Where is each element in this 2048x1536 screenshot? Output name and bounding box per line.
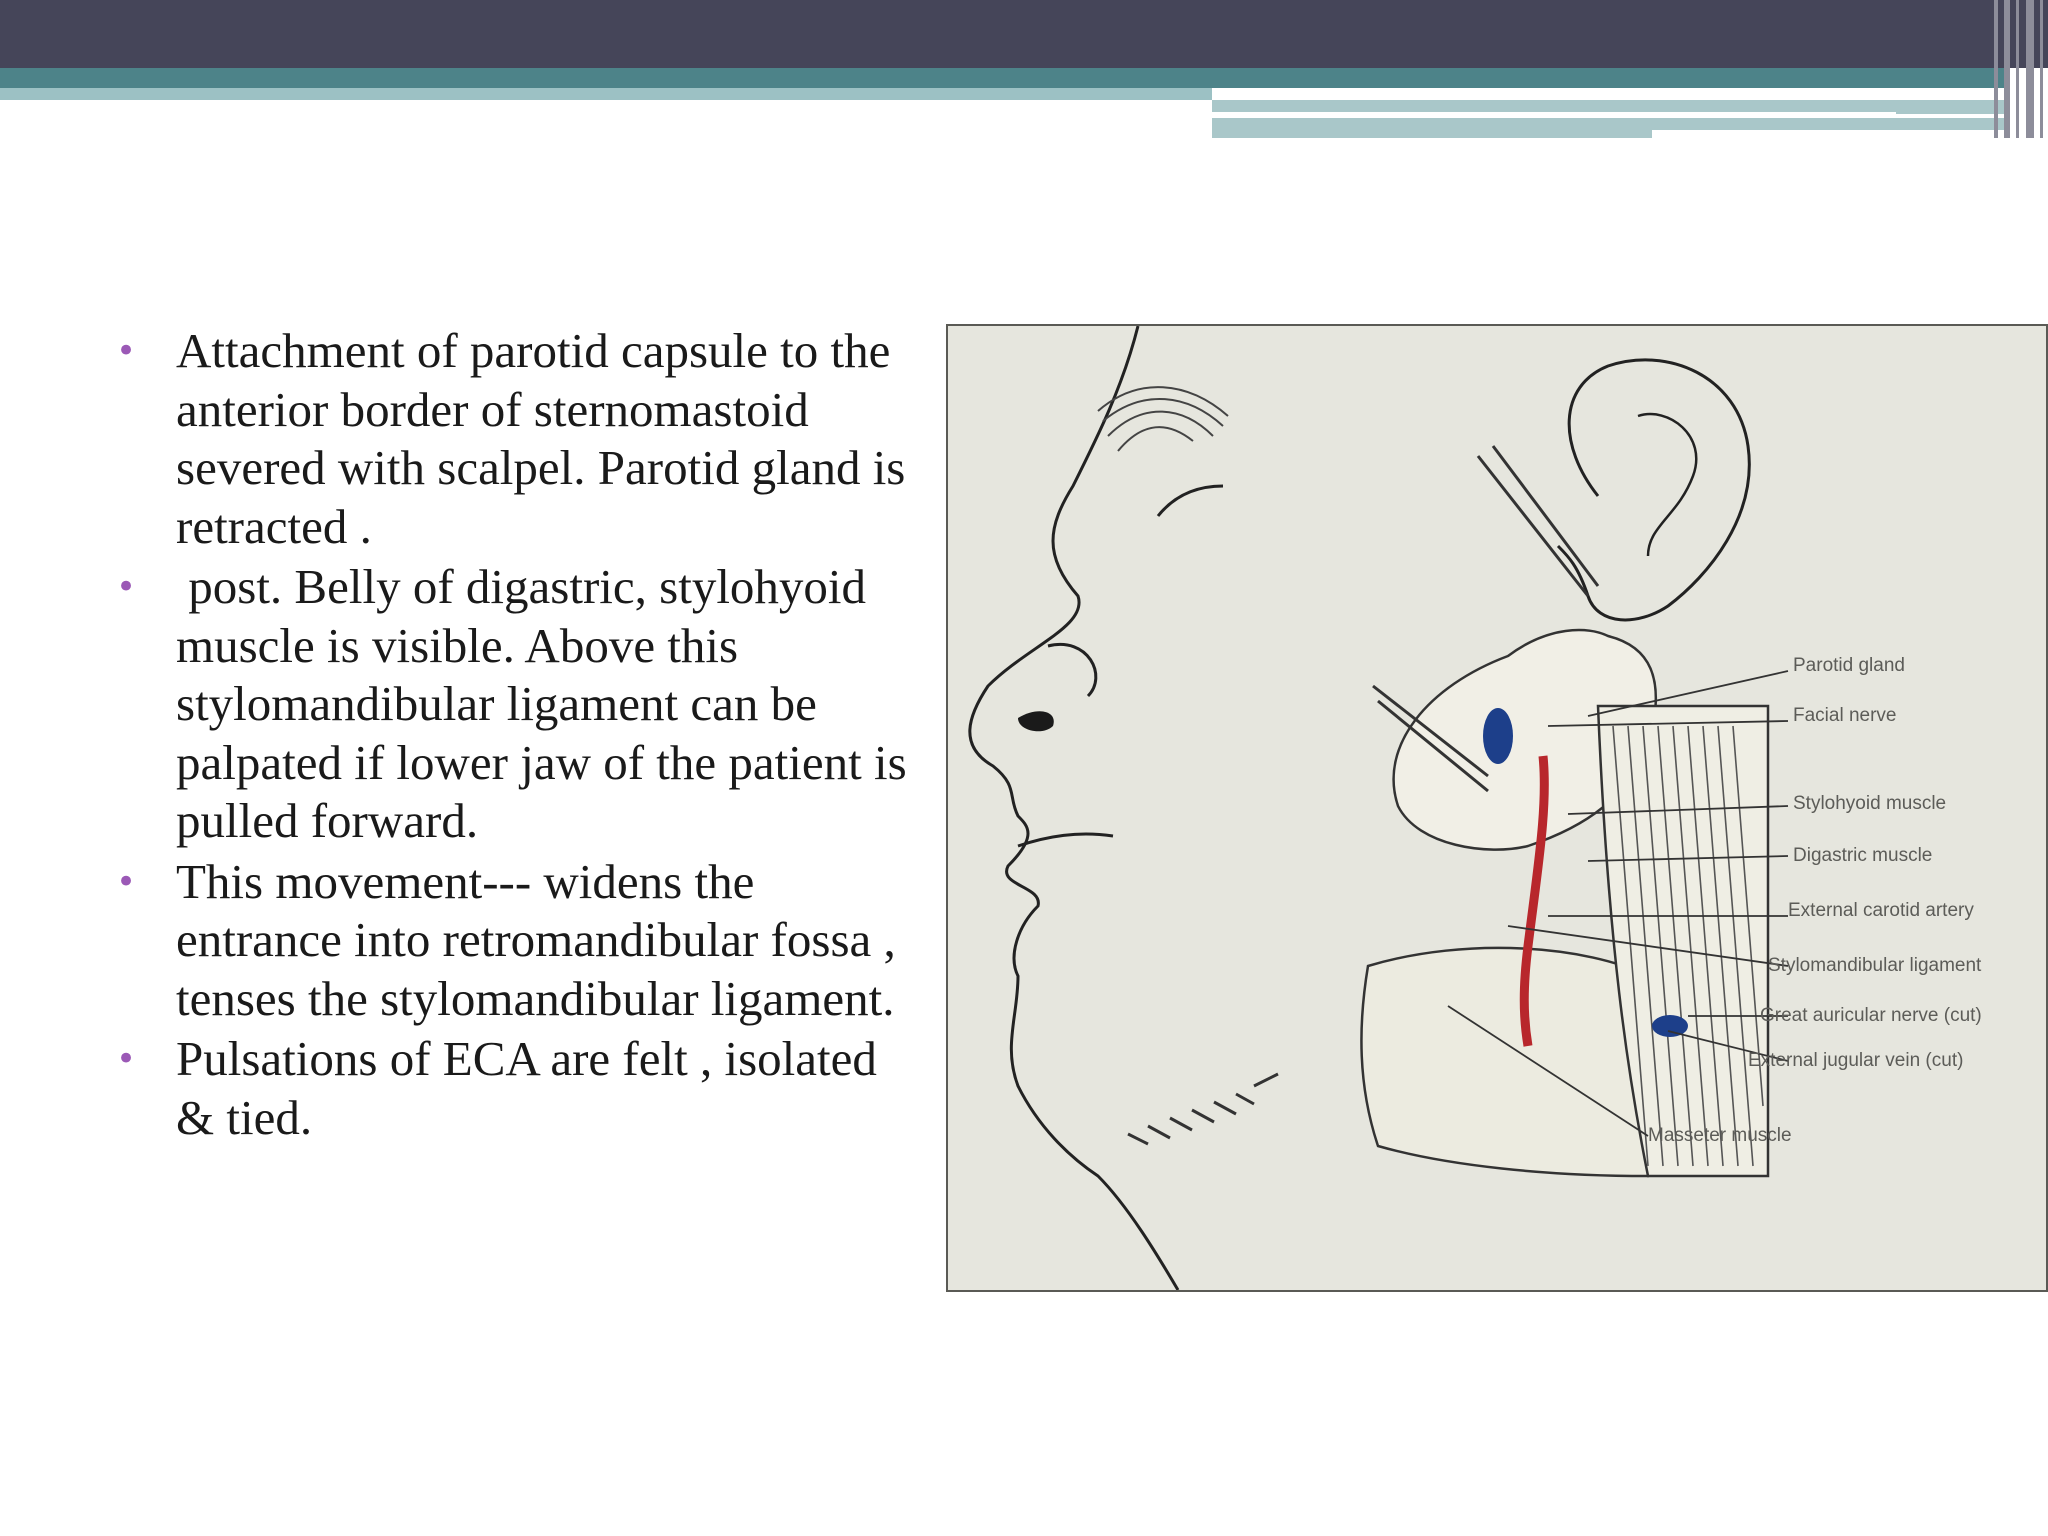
external-jugular-vein: [1652, 1015, 1688, 1037]
chin-stubble: [1128, 1074, 1278, 1144]
bullet-text: This movement--- widens the entrance into retromandibular fossa , tenses the stylomandibular ligament.: [176, 853, 896, 1026]
header-divider-line: [1212, 112, 1896, 117]
nostril: [1018, 711, 1054, 731]
eye: [1158, 486, 1223, 516]
label-masseter-muscle: Masseter muscle: [1648, 1125, 1792, 1146]
lips: [1018, 834, 1113, 846]
anatomy-illustration: [948, 326, 2046, 1290]
bullet-icon: •: [116, 861, 137, 902]
ear: [1558, 360, 1749, 620]
label-external-carotid-artery: External carotid artery: [1788, 900, 1974, 921]
bullet-text: Attachment of parotid capsule to the anterior border of sternomastoid severed with scalpel. Parotid gland is retracted .: [176, 323, 906, 554]
anatomy-figure: [946, 324, 2048, 1292]
ear-inner: [1638, 414, 1696, 556]
bullet-text: Pulsations of ECA are felt , isolated & tied.: [176, 1031, 877, 1145]
header-stripes: [1990, 0, 2048, 138]
label-great-auricular-nerve: Great auricular nerve (cut): [1760, 1005, 1982, 1026]
label-digastric-muscle: Digastric muscle: [1793, 845, 1933, 866]
header-band-light: [0, 88, 1212, 100]
label-facial-nerve: Facial nerve: [1793, 705, 1897, 726]
bullet-icon: •: [116, 331, 137, 371]
label-external-jugular-vein: External jugular vein (cut): [1748, 1050, 1964, 1071]
bullet-item: [112, 853, 912, 1029]
header-band-light-lower: [1212, 118, 1652, 138]
label-stylomandibular-ligament: Stylomandibular ligament: [1768, 955, 1982, 976]
bullet-item: [112, 322, 912, 556]
bullet-item: [112, 558, 919, 851]
vein: [1483, 708, 1513, 764]
header-bar: [0, 0, 2048, 68]
bullet-icon: •: [116, 1039, 137, 1079]
face-profile: [970, 326, 1178, 1290]
bullet-list: [112, 322, 919, 1149]
header-band-light-lower-right: [1652, 118, 2010, 130]
bullet-item: [112, 1030, 912, 1147]
header-band-teal: [0, 68, 2010, 88]
label-stylohyoid-muscle: Stylohyoid muscle: [1793, 793, 1947, 814]
bullet-text: post. Belly of digastric, stylohyoid muscle is visible. Above this stylomandibular ligament can be palpated if lower jaw of the patient is pulled forward.: [176, 559, 919, 848]
eyebrow: [1098, 387, 1228, 451]
label-parotid-gland: Parotid gland: [1793, 655, 1905, 676]
nose-wing: [1048, 644, 1096, 696]
bullet-icon: •: [116, 567, 137, 607]
